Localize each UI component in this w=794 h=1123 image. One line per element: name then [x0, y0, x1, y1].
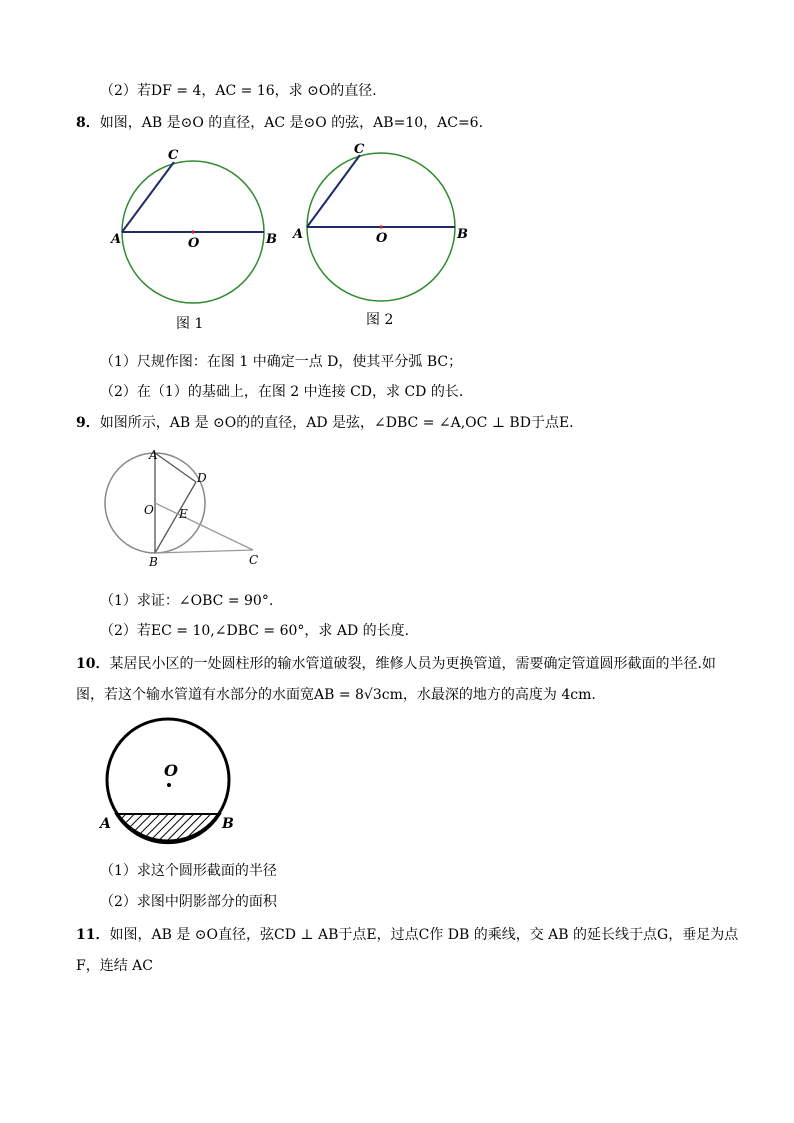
- q11-stem-line1-text: 如图，AB 是 ⊙O直径，弦CD ⊥ AB于点E，过点C作 DB 的乘线，交 AB 的延长线于点G，垂足为点: [109, 927, 739, 943]
- q8-fig2-label-b: B: [457, 227, 468, 242]
- q8-stem: [76, 114, 493, 132]
- q9-label-b: B: [149, 555, 158, 569]
- q8-fig2-caption: 图 2: [366, 312, 394, 328]
- q9-label-a: A: [149, 448, 158, 462]
- q8-part2: （2）在（1）的基础上，在图 2 中连接 CD，求 CD 的长．: [100, 384, 473, 400]
- q10-stem-line2: 图，若这个输水管道有水部分的水面宽AB = 8√3cm，水最深的地方的高度为 4cm.: [76, 687, 596, 703]
- q8-fig1-caption: 图 1: [176, 316, 204, 332]
- q9-label-c: C: [249, 553, 259, 567]
- q8-fig2-label-a: A: [293, 227, 304, 242]
- q10-stem-line1-text: 某居民小区的一处圆柱形的输水管道破裂，维修人员为更换管道，需要确定管道圆形截面的半径.如: [109, 656, 716, 672]
- q9-chord-bd: [155, 482, 196, 553]
- q11-stem-line1: [76, 926, 738, 944]
- q8-fig1-label-o: O: [188, 236, 200, 251]
- q8-fig2-label-c: C: [354, 142, 365, 157]
- q8-fig2-label-o: O: [376, 231, 388, 246]
- q8-stem-text: 如图，AB 是⊙O 的直径，AC 是⊙O 的弦，AB=10，AC=6．: [99, 115, 493, 131]
- q8-fig1-label-c: C: [168, 148, 179, 163]
- q10-number: 10．: [76, 656, 110, 672]
- q8-figure-1: [109, 148, 277, 332]
- q10-label-b: B: [222, 816, 234, 832]
- q11-number: 11．: [76, 927, 110, 943]
- q8-figures: [100, 140, 500, 340]
- q8-fig1-center-dot: [191, 230, 194, 233]
- q8-fig1-chord-ac: [122, 162, 174, 232]
- q9-stem: [76, 414, 574, 432]
- q10-part1: （1）求这个圆形截面的半径: [100, 863, 277, 879]
- q8-fig2-chord-ac: [307, 155, 360, 227]
- q8-part1: （1）尺规作图：在图 1 中确定一点 D，使其平分弧 BC；: [100, 354, 463, 370]
- q8-figure-2: [291, 142, 468, 328]
- q9-figure: [95, 448, 275, 576]
- q10-label-a: A: [100, 816, 111, 832]
- q10-figure: [98, 714, 248, 849]
- q9-label-e: E: [179, 507, 188, 521]
- q7-part2: （2）若DF = 4，AC = 16，求 ⊙O的直径．: [100, 83, 387, 99]
- q8-fig2-center-dot: [379, 225, 382, 228]
- q10-stem-line1: [76, 655, 716, 673]
- q8-number: 8．: [76, 115, 100, 131]
- q9-stem-text: 如图所示，AB 是 ⊙O的的直径，AD 是弦，∠DBC = ∠A,OC ⊥ BD于点E.: [99, 415, 574, 431]
- q9-label-o: O: [144, 503, 154, 517]
- q8-fig1-label-a: A: [111, 232, 122, 247]
- q10-shaded-segment: [116, 814, 220, 843]
- q10-center-dot: [167, 783, 171, 787]
- q9-label-d: D: [197, 471, 207, 485]
- q11-stem-line2: F，连结 AC: [76, 958, 153, 974]
- q8-fig1-label-b: B: [266, 232, 277, 247]
- q9-number: 9．: [76, 415, 100, 431]
- q9-part2: （2）若EC = 10,∠DBC = 60°，求 AD 的长度.: [100, 623, 410, 639]
- q10-label-o: O: [164, 761, 178, 780]
- q9-part1: （1）求证：∠OBC = 90°.: [100, 593, 274, 609]
- q10-part2: （2）求图中阴影部分的面积: [100, 894, 277, 910]
